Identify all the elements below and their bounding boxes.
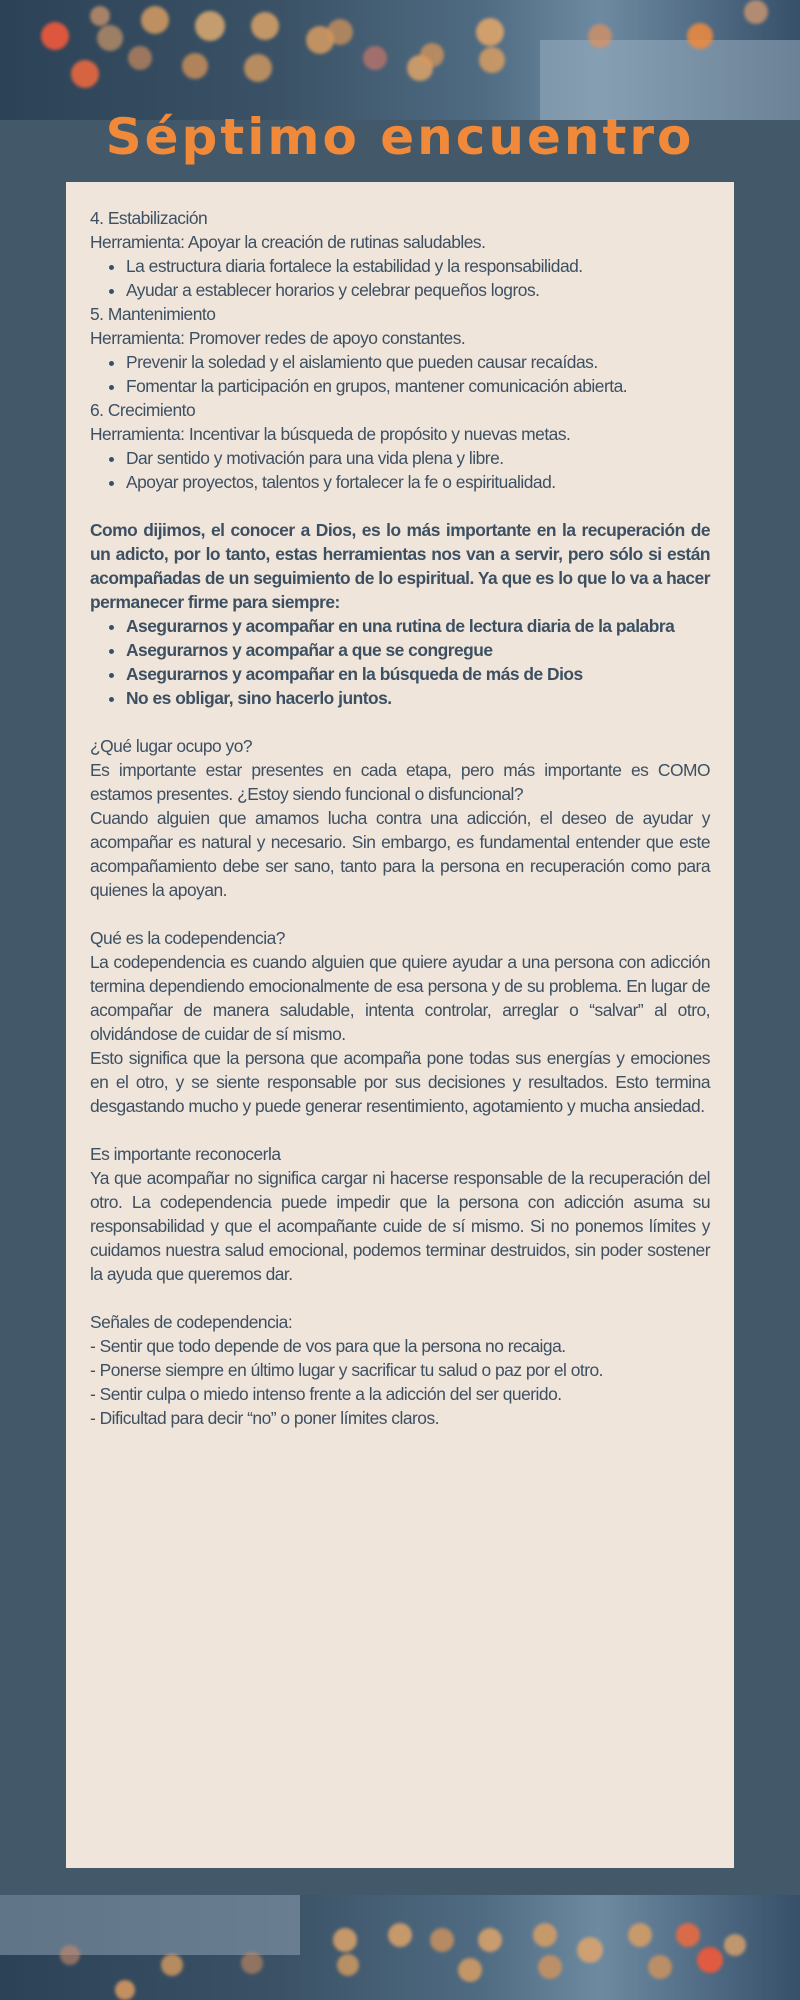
codependency-heading: Qué es la codependencia? bbox=[90, 928, 285, 948]
list-item: • Apoyar proyectos, talentos y fortalecer la fe o espiritualidad. bbox=[126, 470, 710, 494]
maintenance-list bbox=[90, 350, 710, 398]
list-item: • La estructura diaria fortalece la estabilidad y la responsabilidad. bbox=[126, 254, 710, 278]
spacer bbox=[90, 494, 710, 518]
recognize-heading: Es importante reconocerla bbox=[90, 1144, 281, 1164]
header-bokeh-image bbox=[0, 0, 800, 120]
list-item: • Prevenir la soledad y el aislamiento que pueden causar recaídas. bbox=[126, 350, 710, 374]
codependency-paragraph-2: Esto significa que la persona que acompaña pone todas sus energías y emociones en el otro, y se siente responsable por sus decisiones y resultados. Esto termina desgastando mucho y puede generar resentimiento, agotamiento y mucha ansiedad. bbox=[90, 1048, 710, 1116]
codependency-paragraph-1: La codependencia es cuando alguien que quiere ayudar a una persona con adicción termina dependiendo emocionalmente de esa persona y de su problema. En lugar de acompañar de manera saludable, intenta controlar, arreglar o “salvar” al otro, olvidándose de cuidar de sí mismo. bbox=[90, 952, 710, 1044]
section-tool-maintenance: Herramienta: Promover redes de apoyo constantes. bbox=[90, 328, 466, 348]
content-card bbox=[66, 182, 734, 1868]
growth-list bbox=[90, 446, 710, 494]
place-paragraph-2: Cuando alguien que amamos lucha contra una adicción, el deseo de ayudar y acompañar es natural y necesario. Sin embargo, es fundamental entender que este acompañamiento debe ser sano, tanto para la persona en recuperación como para quienes la apoyan. bbox=[90, 808, 710, 900]
faith-list bbox=[90, 614, 710, 710]
spacer bbox=[90, 1118, 710, 1142]
list-item: • Asegurarnos y acompañar en una rutina de lectura diaria de la palabra bbox=[126, 614, 710, 638]
faith-paragraph: Como dijimos, el conocer a Dios, es lo más importante en la recuperación de un adicto, por lo tanto, estas herramientas nos van a servir, pero sólo si están acompañadas de un seguimiento de lo espiritual. Ya que es lo que lo va a hacer permanecer firme para siempre: bbox=[90, 520, 710, 612]
recognize-paragraph: Ya que acompañar no significa cargar ni hacerse responsable de la recuperación del otro. La codependencia puede impedir que la persona con adicción asuma su responsabilidad y que el acompañante cuide de sí mismo. Si no ponemos límites y cuidamos nuestra salud emocional, podemos terminar destruidos, sin poder sostener la ayuda que queremos dar. bbox=[90, 1168, 710, 1284]
list-item: • Dar sentido y motivación para una vida plena y libre. bbox=[126, 446, 710, 470]
spacer bbox=[90, 902, 710, 926]
bokeh-lights-top bbox=[0, 0, 800, 120]
page-title: Séptimo encuentro bbox=[105, 108, 695, 166]
list-item: • No es obligar, sino hacerlo juntos. bbox=[126, 686, 710, 710]
list-item: • Fomentar la participación en grupos, mantener comunicación abierta. bbox=[126, 374, 710, 398]
section-tool-stabilization: Herramienta: Apoyar la creación de rutinas saludables. bbox=[90, 232, 486, 252]
sign-item: - Sentir culpa o miedo intenso frente a la adicción del ser querido. bbox=[90, 1384, 562, 1404]
section-heading-growth: 6. Crecimiento bbox=[90, 400, 196, 420]
list-item: • Ayudar a establecer horarios y celebrar pequeños logros. bbox=[126, 278, 710, 302]
signs-heading: Señales de codependencia: bbox=[90, 1312, 293, 1332]
section-heading-stabilization: 4. Estabilización bbox=[90, 208, 208, 228]
document-body bbox=[90, 206, 710, 1430]
place-heading: ¿Qué lugar ocupo yo? bbox=[90, 736, 253, 756]
bokeh-lights-bottom bbox=[0, 1895, 800, 2000]
stabilization-list bbox=[90, 254, 710, 302]
list-item: • Asegurarnos y acompañar a que se congregue bbox=[126, 638, 710, 662]
sign-item: - Ponerse siempre en último lugar y sacrificar tu salud o paz por el otro. bbox=[90, 1360, 603, 1380]
footer-bokeh-image bbox=[0, 1895, 800, 2000]
section-tool-growth: Herramienta: Incentivar la búsqueda de propósito y nuevas metas. bbox=[90, 424, 571, 444]
spacer bbox=[90, 1286, 710, 1310]
spacer bbox=[90, 710, 710, 734]
list-item: • Asegurarnos y acompañar en la búsqueda de más de Dios bbox=[126, 662, 710, 686]
sign-item: - Sentir que todo depende de vos para que la persona no recaiga. bbox=[90, 1336, 566, 1356]
section-heading-maintenance: 5. Mantenimiento bbox=[90, 304, 216, 324]
sign-item: - Dificultad para decir “no” o poner límites claros. bbox=[90, 1408, 440, 1428]
place-paragraph-1: Es importante estar presentes en cada etapa, pero más importante es COMO estamos presentes. ¿Estoy siendo funcional o disfuncional? bbox=[90, 760, 710, 804]
